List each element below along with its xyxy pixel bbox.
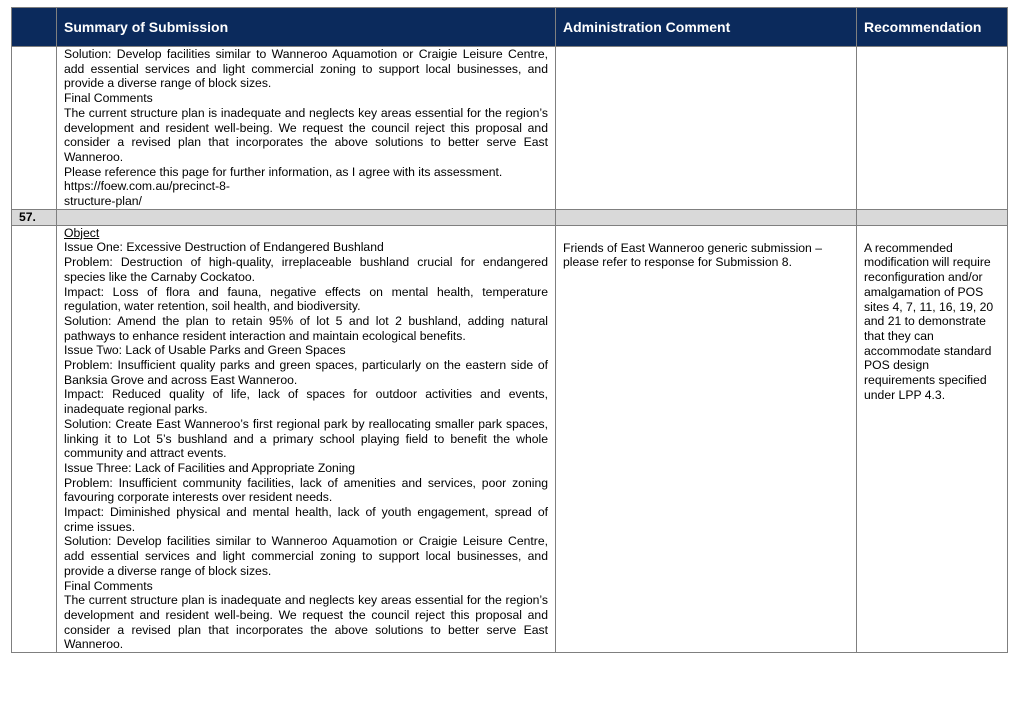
summary-line: Solution: Develop facilities similar to Wanneroo Aquamotion or Craigie Leisure Centre, add essential services and light commercial zoning to support local businesses, and provide a diverse range of block sizes. — [64, 534, 548, 578]
summary-line: Final Comments — [64, 578, 153, 593]
continued-number-cell — [12, 47, 57, 210]
submission-number-row — [12, 210, 1008, 226]
object-label: Object — [64, 225, 100, 240]
submissions-table — [11, 7, 1008, 653]
summary-line: Impact: Diminished physical and mental health, lack of youth engagement, spread of crime issues. — [64, 505, 548, 534]
summary-line: Problem: Insufficient quality parks and green spaces, particularly on the eastern side of Banksia Grove and across East Wanneroo. — [64, 358, 548, 387]
continued-recommendation-cell — [857, 47, 1008, 210]
header-summary: Summary of Submission — [57, 8, 556, 47]
summary-line: Solution: Amend the plan to retain 95% of lot 5 and lot 2 bushland, adding natural pathways to enhance resident interaction and maintain ecological benefits. — [64, 313, 548, 343]
continued-line: Please reference this page for further information, as I agree with its assessment. — [64, 164, 503, 179]
submission-57-row — [12, 225, 1008, 652]
summary-line: Solution: Create East Wanneroo’s first regional park by reallocating smaller park spaces, linking it to Lot 5’s bushland and a primary school playing field to benefit the whole community and attract events. — [64, 416, 548, 461]
continued-line: Final Comments — [64, 91, 153, 106]
summary-line: Problem: Destruction of high-quality, irreplaceable bushland crucial for endangered species like the Carnaby Cockatoo. — [64, 255, 548, 284]
recommendation-cell: A recommended modification will require reconfiguration and/or amalgamation of POS sites 4, 7, 11, 16, 19, 20 and 21 to demonstrate that they can accommodate standard POS design requirements specified under LPP 4.3. — [857, 225, 1008, 652]
summary-line: Issue Two: Lack of Usable Parks and Green Spaces — [64, 343, 346, 358]
summary-line: The current structure plan is inadequate and neglects key areas essential for the region’s development and resident well-being. We request the council reject this proposal and consider a revised plan that incorporates the above solutions to better serve East Wanneroo. — [64, 593, 548, 652]
submission-57-summary-cell — [57, 225, 556, 652]
separator-cell — [556, 210, 857, 226]
continued-summary-cell — [57, 47, 556, 210]
continued-line: The current structure plan is inadequate and neglects key areas essential for the region’s development and resident well-being. We request the council reject this proposal and consider a revised plan that incorporates the above solutions to better serve East Wanneroo. — [64, 105, 548, 164]
continued-line: Solution: Develop facilities similar to Wanneroo Aquamotion or Craigie Leisure Centre, add essential services and light commercial zoning to support local businesses, and provide a diverse range of block sizes. — [64, 47, 548, 91]
submission-57-number-cell — [12, 225, 57, 652]
separator-cell — [57, 210, 556, 226]
table-header-row — [12, 8, 1008, 47]
admin-comment-cell: Friends of East Wanneroo generic submission – please refer to response for Submission 8. — [556, 225, 857, 652]
summary-line: Impact: Reduced quality of life, lack of spaces for outdoor activities and events, inadequate regional parks. — [64, 387, 548, 417]
continued-row — [12, 47, 1008, 210]
summary-line: Problem: Insufficient community facilities, lack of amenities and services, poor zoning favouring corporate interests over resident needs. — [64, 475, 548, 505]
summary-line: Issue One: Excessive Destruction of Endangered Bushland — [64, 240, 384, 255]
separator-cell — [857, 210, 1008, 226]
header-admin-comment: Administration Comment — [556, 8, 857, 47]
summary-line: Issue Three: Lack of Facilities and Appropriate Zoning — [64, 460, 356, 475]
submission-number: 57. — [12, 210, 57, 226]
header-recommendation: Recommendation — [857, 8, 1008, 47]
summary-line: Impact: Loss of flora and fauna, negative effects on mental health, temperature regulation, water retention, soil health, and biodiversity. — [64, 284, 548, 314]
continued-line: https://foew.com.au/precinct-8- — [64, 179, 230, 194]
header-number — [12, 8, 57, 47]
continued-line: structure-plan/ — [64, 194, 142, 209]
continued-admin-cell — [556, 47, 857, 210]
